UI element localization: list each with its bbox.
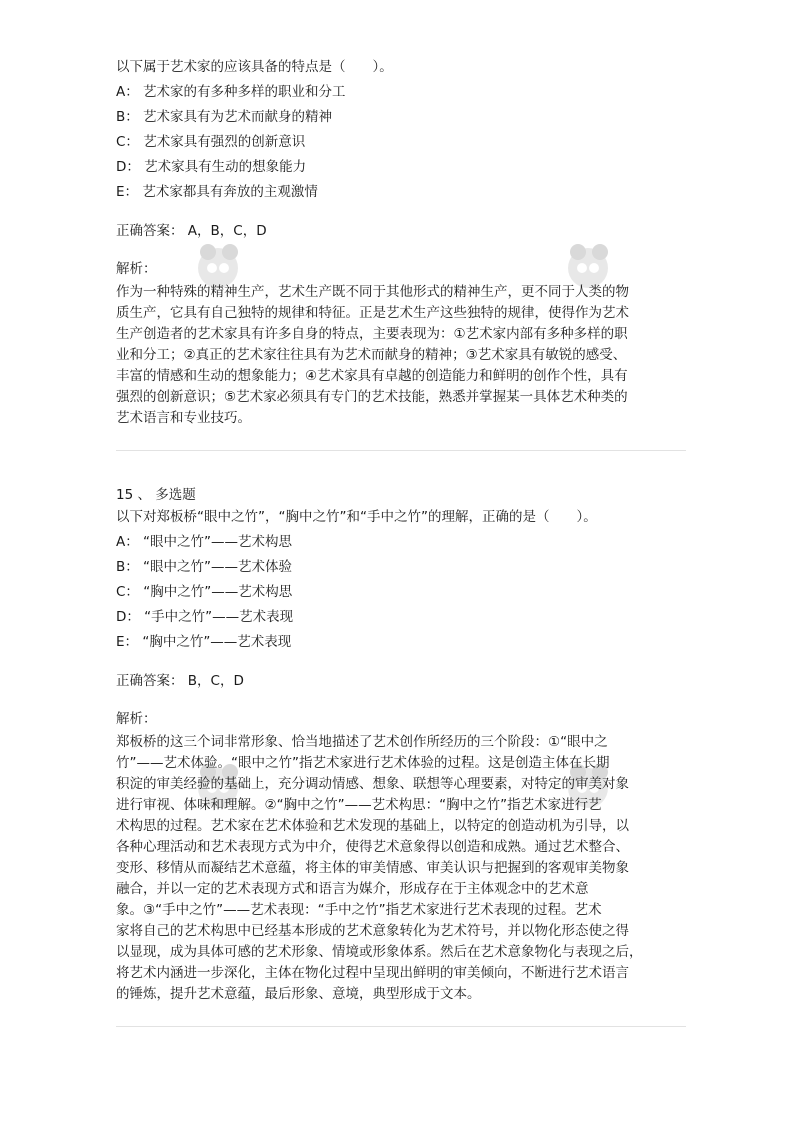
analysis-line: 的锤炼，提升艺术意蕴，最后形象、意境，典型形成于文本。 — [116, 986, 481, 1002]
analysis-line: 象。③“手中之竹”——艺术表现：“手中之竹”指艺术家进行艺术表现的过程。艺术 — [116, 902, 602, 918]
section-divider — [116, 450, 686, 451]
analysis-line: 积淀的审美经验的基础上，充分调动情感、想象、联想等心理要素，对特定的审美对象 — [116, 776, 629, 792]
question-14-analysis-label: 解析： — [116, 261, 157, 277]
analysis-line: 质生产，它具有自己独特的规律和特征。正是艺术生产这些独特的规律，使得作为艺术 — [116, 305, 629, 321]
analysis-line: 强烈的创新意识；⑤艺术家必须具有专门的艺术技能，熟悉并掌握某一具体艺术种类的 — [116, 389, 628, 405]
question-14-option-c: C： 艺术家具有强烈的创新意识 — [116, 134, 306, 150]
analysis-line: 各种心理活动和艺术表现方式为中介，使得艺术意象得以创造和成熟。通过艺术整合、 — [116, 839, 629, 855]
question-14-option-d: D： 艺术家具有生动的想象能力 — [116, 159, 307, 175]
analysis-line: 艺术语言和专业技巧。 — [116, 410, 251, 426]
question-15-number: 15 、 多选题 — [116, 487, 196, 503]
question-15-analysis-label: 解析： — [116, 711, 157, 727]
question-14-option-e: E： 艺术家都具有奔放的主观激情 — [116, 184, 318, 200]
analysis-line: 将艺术内涵进一步深化，主体在物化过程中呈现出鲜明的审美倾向，不断进行艺术语言 — [116, 965, 629, 981]
question-14-option-b: B： 艺术家具有为艺术而献身的精神 — [116, 109, 333, 125]
question-15-option-c: C： “胸中之竹”——艺术构思 — [116, 584, 293, 600]
analysis-line: 家将自己的艺术构思中已经基本形成的艺术意象转化为艺术符号，并以物化形态使之得 — [116, 923, 629, 939]
section-divider — [116, 1026, 686, 1027]
analysis-line: 进行审视、体味和理解。②“胸中之竹”——艺术构思：“胸中之竹”指艺术家进行艺 — [116, 797, 602, 813]
question-14-answer: 正确答案： A，B，C，D — [116, 223, 267, 239]
analysis-line: 作为一种特殊的精神生产，艺术生产既不同于其他形式的精神生产，更不同于人类的物 — [116, 284, 629, 300]
analysis-line: 郑板桥的这三个词非常形象、恰当地描述了艺术创作所经历的三个阶段：①“眼中之 — [116, 734, 608, 750]
analysis-line: 业和分工；②真正的艺术家往往具有为艺术而献身的精神；③艺术家具有敏锐的感受、 — [116, 347, 627, 363]
analysis-line: 生产创造者的艺术家具有许多自身的特点，主要表现为：①艺术家内部有多种多样的职 — [116, 326, 628, 342]
question-14-analysis — [116, 282, 686, 429]
question-15-stem: 以下对郑板桥“眼中之竹”，“胸中之竹”和“手中之竹”的理解，正确的是（ ）。 — [116, 509, 597, 525]
question-14-stem: 以下属于艺术家的应该具备的特点是（ ）。 — [116, 59, 393, 75]
document-page — [116, 58, 686, 1027]
question-15-option-b: B： “眼中之竹”——艺术体验 — [116, 559, 293, 575]
analysis-line: 术构思的过程。艺术家在艺术体验和艺术发现的基础上，以特定的创造动机为引导，以 — [116, 818, 629, 834]
question-15-option-d: D： “手中之竹”——艺术表现 — [116, 609, 294, 625]
question-15-analysis — [116, 732, 686, 1005]
question-15-answer: 正确答案： B，C，D — [116, 673, 244, 689]
question-14-option-a: A： 艺术家的有多种多样的职业和分工 — [116, 84, 346, 100]
question-15-option-e: E： “胸中之竹”——艺术表现 — [116, 634, 292, 650]
analysis-line: 丰富的情感和生动的想象能力；④艺术家具有卓越的创造能力和鲜明的创作个性，具有 — [116, 368, 628, 384]
question-15-option-a: A： “眼中之竹”——艺术构思 — [116, 534, 293, 550]
analysis-line: 融合，并以一定的艺术表现方式和语言为媒介，形成存在于主体观念中的艺术意 — [116, 881, 589, 897]
analysis-line: 变形、移情从而凝结艺术意蕴，将主体的审美情感、审美认识与把握到的客观审美物象 — [116, 860, 629, 876]
analysis-line: 竹”——艺术体验。“眼中之竹”指艺术家进行艺术体验的过程。这是创造主体在长期 — [116, 755, 610, 771]
analysis-line: 以显现，成为具体可感的艺术形象、情境或形象体系。然后在艺术意象物化与表现之后， — [116, 944, 643, 960]
